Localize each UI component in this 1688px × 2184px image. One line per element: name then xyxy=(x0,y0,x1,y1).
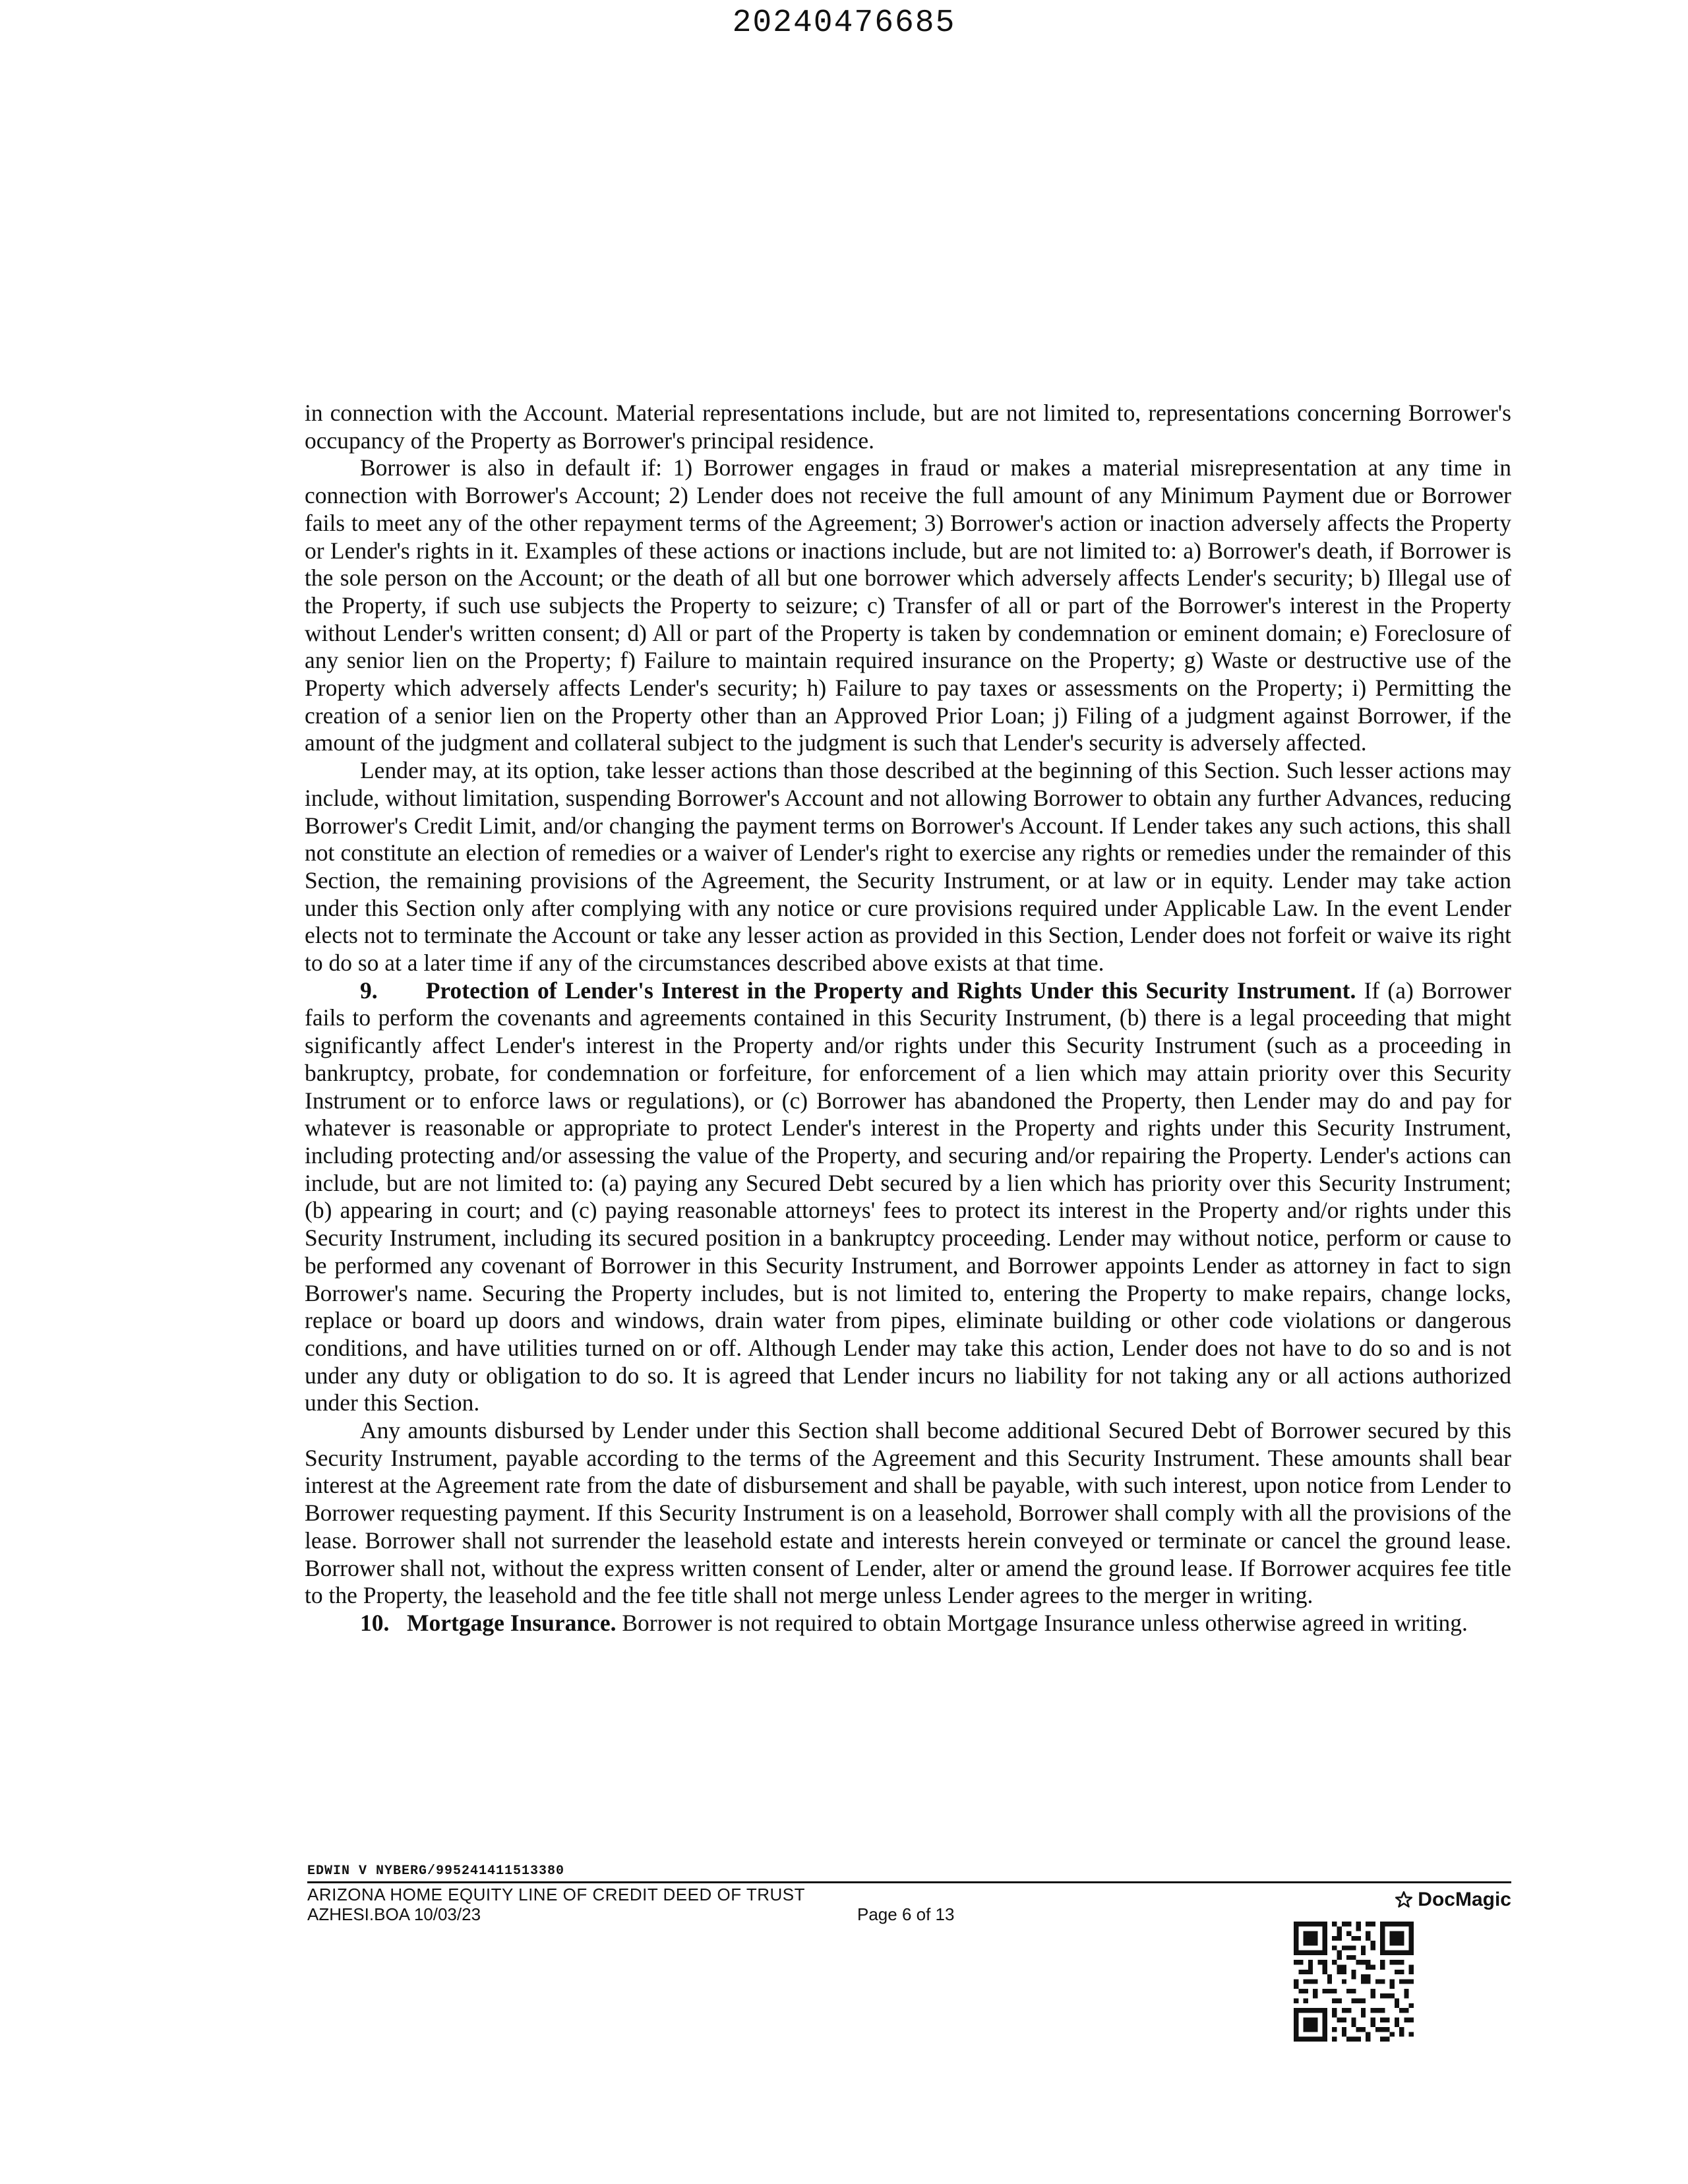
section-9-title: Protection of Lender's Interest in the Property and Rights Under this Security Instrument. xyxy=(425,977,1356,1004)
section-10-text: Borrower is not required to obtain Mortgage Insurance unless otherwise agreed in writing. xyxy=(622,1609,1468,1636)
page-footer xyxy=(307,1864,1511,1929)
section-9 xyxy=(305,977,1511,1417)
page-number: Page 6 of 13 xyxy=(857,1904,955,1924)
form-title: ARIZONA HOME EQUITY LINE OF CREDIT DEED OF TRUST xyxy=(307,1885,805,1904)
section-10-number: 10. xyxy=(360,1609,390,1636)
star-outline-icon xyxy=(1394,1890,1414,1910)
document-number: 20240476685 xyxy=(732,5,956,41)
paragraph-default-conditions: Borrower is also in default if: 1) Borrower engages in fraud or makes a material misrepresentation at any time in connection with Borrower's Account; 2) Lender does not receive the full amount of any Minimum Payment due or Borrower fails to meet any of the other repayment terms of the Agreement; 3) Borrower's action or inaction adversely affects the Property or Lender's rights in it. Examples of these actions or inactions include, but are not limited to: a) Borrower's death, if Borrower is the sole person on the Account; or the death of all but one borrower which adversely affects Lender's security; b) Illegal use of the Property, if such use subjects the Property to seizure; c) Transfer of all or part of the Borrower's interest in the Property without Lender's written consent; d) All or part of the Property is taken by condemnation or eminent domain; e) Foreclosure of any senior lien on the Property; f) Failure to maintain required insurance on the Property; g) Waste or destructive use of the Property which adversely affects Lender's security; h) Failure to pay taxes or assessments on the Property; i) Permitting the creation of a senior lien on the Property other than an Approved Prior Loan; j) Filing of a judgment against Borrower, if the amount of the judgment and collateral subject to the judgment is such that Lender's security is adversely affected. xyxy=(305,454,1511,756)
paragraph-continuation: in connection with the Account. Material representations include, but are not limited to, representations concerning Borrower's occupancy of the Property as Borrower's principal residence. xyxy=(305,400,1511,454)
section-9-number: 9. xyxy=(360,977,378,1004)
borrower-loan-id: EDWIN V NYBERG/995241411513380 xyxy=(307,1864,1511,1883)
paragraph-disbursed-amounts: Any amounts disbursed by Lender under this Section shall become additional Secured Debt of Borrower secured by this Security Instrument, payable according to the terms of the Agreement and this Security Instrument. These amounts shall bear interest at the Agreement rate from the date of disbursement and shall be payable, with such interest, upon notice from Lender to Borrower requesting payment. If this Security Instrument is on a leasehold, Borrower shall comply with all the provisions of the lease. Borrower shall not surrender the leasehold estate and interests herein conveyed or terminate or cancel the ground lease. Borrower shall not, without the express written consent of Lender, alter or amend the ground lease. If Borrower acquires fee title to the Property, the leasehold and the fee title shall not merge unless Lender agrees to the merger in writing. xyxy=(305,1417,1511,1609)
section-10 xyxy=(305,1610,1511,1637)
paragraph-lesser-actions: Lender may, at its option, take lesser actions than those described at the beginning of this Section. Such lesser actions may include, without limitation, suspending Borrower's Account and not allowing Borrower to obtain any further Advances, reducing Borrower's Credit Limit, and/or changing the payment terms on Borrower's Account. If Lender takes any such actions, this shall not constitute an election of remedies or a waiver of Lender's right to exercise any rights or remedies under the remainder of this Section, the remaining provisions of the Agreement, the Security Instrument, or at law or in equity. Lender may take action under this Section only after complying with any notice or cure provisions required under Applicable Law. In the event Lender elects not to terminate the Account or take any lesser action as provided in this Section, Lender does not forfeit or waive its right to do so at a later time if any of the circumstances described above exists at that time. xyxy=(305,757,1511,977)
docmagic-logo xyxy=(1394,1889,1511,1911)
document-body xyxy=(305,400,1511,1637)
section-10-title: Mortgage Insurance. xyxy=(407,1609,617,1636)
form-code: AZHESI.BOA 10/03/23 xyxy=(307,1904,481,1924)
brand-name: DocMagic xyxy=(1418,1889,1511,1910)
qr-code xyxy=(1294,1922,1414,2042)
section-9-text: If (a) Borrower fails to perform the covenants and agreements contained in this Security Instrument, (b) there is a legal proceeding that might significantly affect Lender's interest in the Property and/or rights under this Security Instrument (such as a proceeding in bankruptcy, probate, for condemnation or forfeiture, for enforcement of a lien which may attain priority over this Security Instrument or to enforce laws or regulations), or (c) Borrower has abandoned the Property, then Lender may do and pay for whatever is reasonable or appropriate to protect Lender's interest in the Property and rights under this Security Instrument, including protecting and/or assessing the value of the Property, and securing and/or repairing the Property. Lender's actions can include, but are not limited to: (a) paying any Secured Debt secured by a lien which has priority over this Security Instrument; (b) appearing in court; and (c) paying reasonable attorneys' fees to protect its interest in the Property and/or rights under this Security Instrument, including its secured position in a bankruptcy proceeding. Lender may without notice, perform or cause to be performed any covenant of Borrower in this Security Instrument, and Borrower appoints Lender as attorney in fact to sign Borrower's name. Securing the Property includes, but is not limited to, entering the Property to make repairs, change locks, replace or board up doors and windows, drain water from pipes, eliminate building or other code violations or dangerous conditions, and have utilities turned on or off. Although Lender may take this action, Lender does not have to do so and is not under any duty or obligation to do so. It is agreed that Lender incurs no liability for not taking any or all actions authorized under this Section. xyxy=(305,977,1511,1416)
